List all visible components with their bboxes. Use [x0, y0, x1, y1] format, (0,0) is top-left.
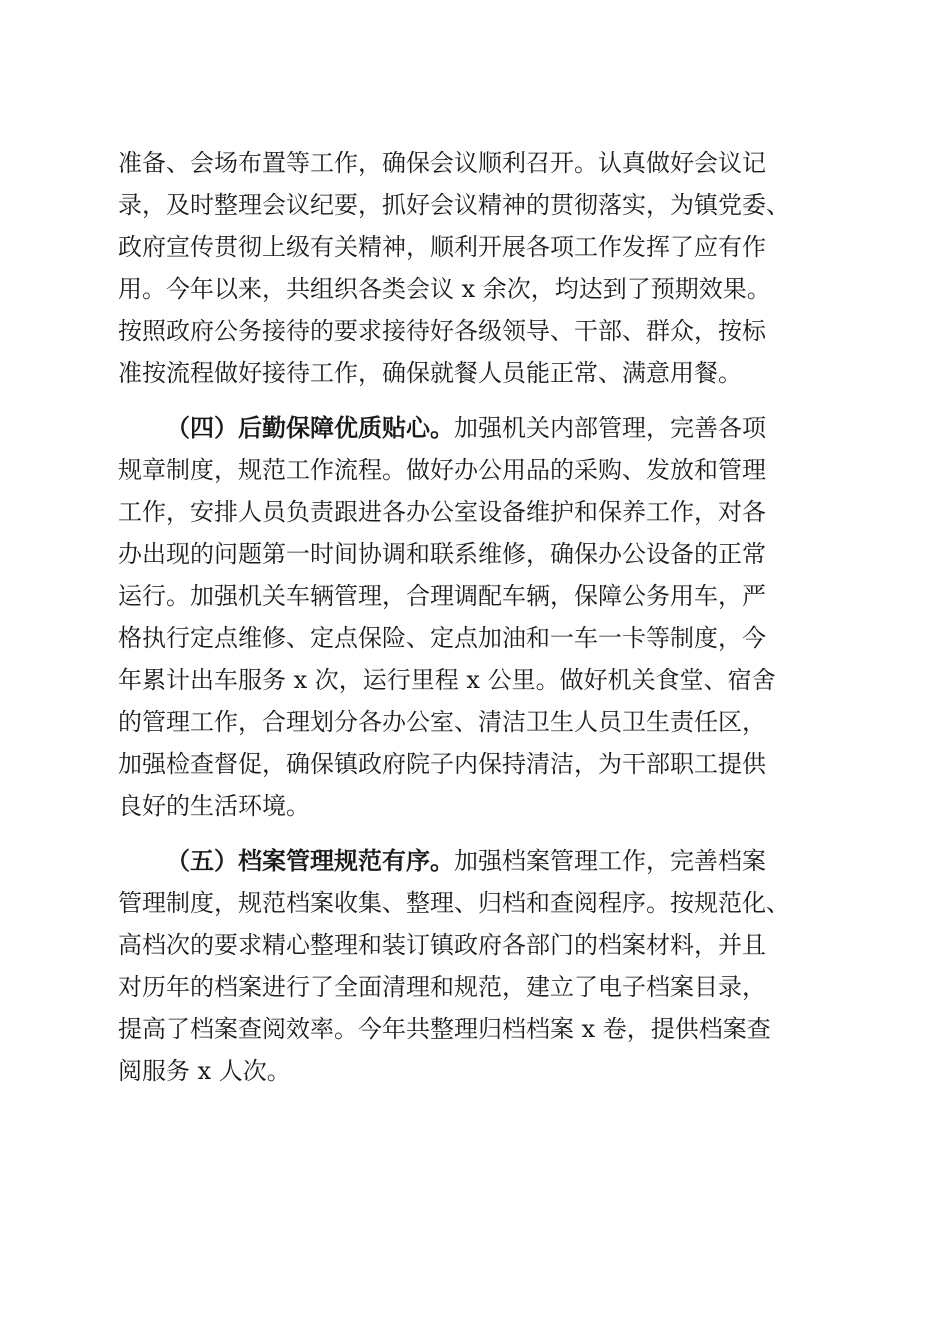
text-line: 政府宣传贯彻上级有关精神，顺利开展各项工作发挥了应有作: [118, 233, 766, 261]
text-line: 高档次的要求精心整理和装订镇政府各部门的档案材料，并且: [118, 931, 766, 959]
text-line: 工作，安排人员负责跟进各办公室设备维护和保养工作，对各: [118, 498, 766, 526]
text-line: 的管理工作，合理划分各办公室、清洁卫生人员卫生责任区，: [118, 708, 766, 736]
text-line: 用。今年以来，共组织各类会议 x 余次，均达到了预期效果。: [118, 275, 771, 303]
paragraph-archives: [118, 840, 838, 1092]
text-line: 提高了档案查阅效率。今年共整理归档档案 x 卷，提供档案查: [118, 1015, 771, 1043]
section-five-first-line: [118, 840, 838, 882]
section-five-heading: （五）档案管理规范有序。: [166, 847, 454, 875]
paragraph-spacer: [118, 394, 838, 407]
text-line: 良好的生活环境。: [118, 792, 310, 820]
paragraph-logistics: [118, 407, 838, 827]
text-line: 准按流程做好接待工作，确保就餐人员能正常、满意用餐。: [118, 359, 742, 387]
document-body: [118, 142, 838, 1092]
text-line: 对历年的档案进行了全面清理和规范，建立了电子档案目录，: [118, 973, 766, 1001]
text-line: 按照政府公务接待的要求接待好各级领导、干部、群众，按标: [118, 317, 766, 345]
text-line: 规章制度，规范工作流程。做好办公用品的采购、发放和管理: [118, 456, 766, 484]
text-line: 准备、会场布置等工作，确保会议顺利召开。认真做好会议记: [118, 149, 766, 177]
section-four-first-text: 加强机关内部管理，完善各项: [454, 414, 766, 442]
text-line: 格执行定点维修、定点保险、定点加油和一车一卡等制度，今: [118, 624, 766, 652]
text-line: 录，及时整理会议纪要，抓好会议精神的贯彻落实，为镇党委、: [118, 191, 790, 219]
text-line: 年累计出车服务 x 次，运行里程 x 公里。做好机关食堂、宿舍: [118, 666, 776, 694]
text-line: 管理制度，规范档案收集、整理、归档和查阅程序。按规范化、: [118, 889, 790, 917]
paragraph-spacer: [118, 827, 838, 840]
text-line: 阅服务 x 人次。: [118, 1057, 291, 1085]
text-line: 运行。加强机关车辆管理，合理调配车辆，保障公务用车，严: [118, 582, 766, 610]
section-four-first-line: [118, 407, 838, 449]
text-line: 办出现的问题第一时间协调和联系维修，确保办公设备的正常: [118, 540, 766, 568]
section-five-first-text: 加强档案管理工作，完善档案: [454, 847, 766, 875]
paragraph-meetings-reception: [118, 142, 838, 394]
text-line: 加强检查督促，确保镇政府院子内保持清洁，为干部职工提供: [118, 750, 766, 778]
section-four-heading: （四）后勤保障优质贴心。: [166, 414, 454, 442]
